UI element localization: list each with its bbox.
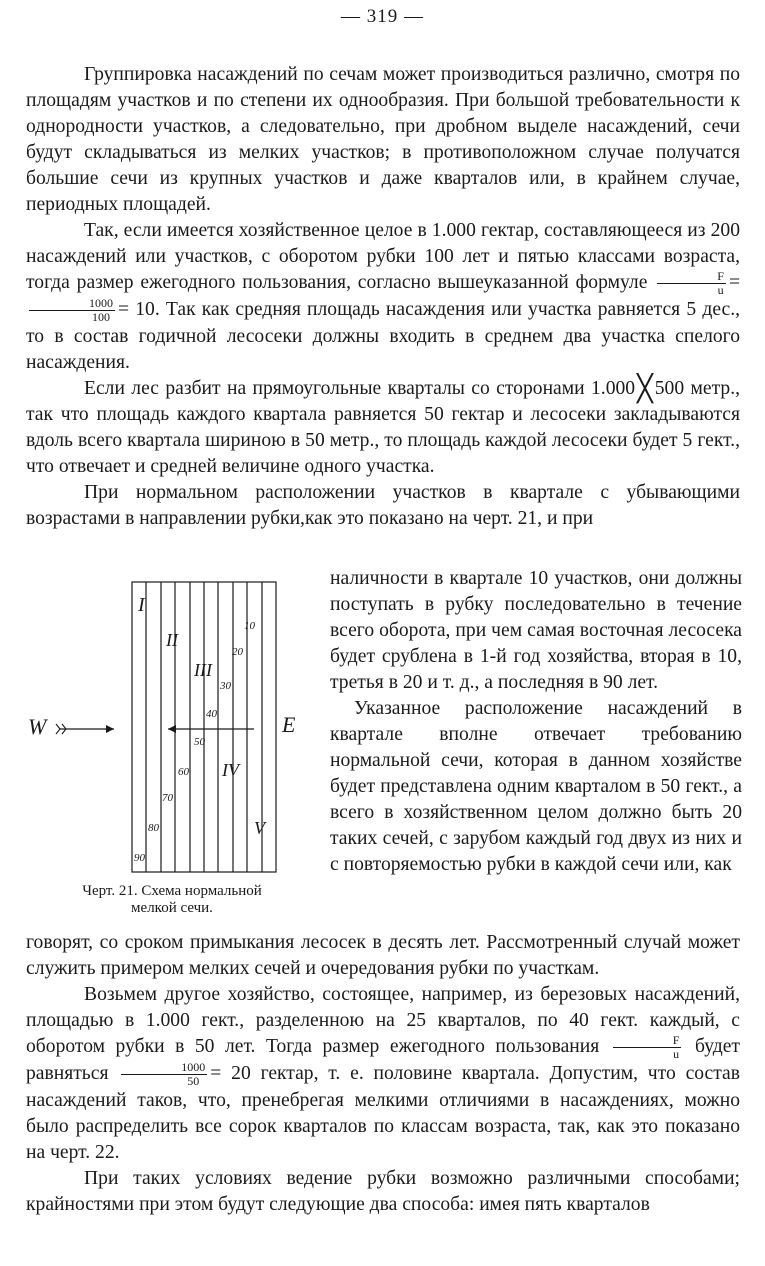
roman-I: I: [138, 594, 145, 616]
paragraph-1: Группировка насаждений по сечам может производиться различно, смотря по площадям участков и по степени их однообразия. При большой требовательности к однородности участков, а следовательно, при дробном выделе насаждений, сечи будут складываться из мелких участков; в противоположном случае получатся большие сечи из крупных участков и даже кварталов или, в крайнем случае, периодных площадей.: [26, 64, 740, 215]
roman-IV: IV: [222, 760, 239, 780]
figure-caption-line-2: мелкой сечи.: [131, 900, 213, 916]
paragraph-2-text-a: Так, если имеется хозяйственное целое в 1.000 гектар, составляющееся из 200 насаждений или участков, с оборотом рубки 100 лет и пятью классами возраста, тогда размер ежегодного пользования, согласно вышеуказанной формуле: [26, 220, 740, 293]
age-60: 60: [178, 766, 189, 778]
paragraph-2: [26, 218, 740, 376]
age-40: 40: [206, 708, 217, 720]
fraction-f-u: $\frac{F}{u}$: [657, 270, 726, 297]
figure-caption: [22, 883, 322, 917]
paragraph-3: [26, 376, 740, 480]
east-label: E: [282, 712, 296, 737]
equals-result: = 10.: [118, 299, 160, 320]
figure-caption-line-1: Черт. 21. Схема нормальной: [82, 883, 262, 899]
side-paragraph-2: Указанное расположение насаждений в квартале вполне отвечает требованию нормальной сечи, которая в данном хозяйстве будет представлена одним кварталом в 50 гект., а всего в хозяйственном целом должно быть 20 таких сечей, с зарубом каждый год двух из них и с повторяемостью рубки в каждой сечи или, как: [330, 698, 742, 875]
page-number: — 319 —: [341, 6, 424, 27]
roman-V: V: [254, 818, 265, 838]
age-70: 70: [162, 792, 173, 804]
paragraph-5: [26, 982, 740, 1166]
paragraph-5-text-d: Допустим, что состав насаждений таков, что, пренебрегая мелкими отличиями в насаждениях, можно было распределить все сорок кварталов по классам возраста, так, как это показано на черт. 22.: [26, 1063, 741, 1163]
age-10: 10: [244, 620, 255, 632]
fraction-1000-100: $\frac{1000}{100}$: [29, 297, 115, 324]
paragraph-4-end: говорят, со сроком примыкания лесосек в десять лет. Рассмотренный случай может служить примером мелких сечей и очередования рубки по участкам.: [26, 932, 740, 979]
side-text-block: [330, 566, 742, 878]
fraction-1000-50: $\frac{1000}{50}$: [121, 1061, 207, 1088]
cross-symbol: ╳: [637, 374, 653, 403]
paragraph-5-text-c: = 20 гектар, т. е. половине квартала.: [210, 1063, 540, 1084]
west-label: W: [28, 714, 47, 739]
figure-21-diagram: [22, 578, 314, 878]
roman-II: II: [166, 630, 178, 650]
age-50: 50: [194, 736, 205, 748]
age-90: 90: [134, 852, 145, 864]
equals-sign: =: [728, 272, 740, 293]
age-20: 20: [232, 646, 243, 658]
figure-21-svg: [22, 578, 314, 878]
age-30: 30: [220, 680, 231, 692]
paragraph-5-text-b: будет равняться: [26, 1036, 740, 1084]
main-text-top: [26, 62, 740, 532]
paragraph-6: При таких условиях ведение рубки возможно различными способами; крайностями при этом будут следующие два способа: имея пять кварталов: [26, 1168, 740, 1215]
paragraph-4-start: При нормальном расположении участков в квартале с убывающими возрастами в направлении рубки,как это показано на черт. 21, и при: [26, 482, 740, 529]
roman-III: III: [194, 660, 212, 680]
fraction-f-u-2: $\frac{F}{u}$: [613, 1034, 682, 1061]
paragraph-3-text-a: Если лес разбит на прямоугольные кварталы со сторонами 1.000: [84, 378, 636, 399]
paragraph-5-text-a: Возьмем другое хозяйство, состоящее, например, из березовых насаждений, площадью в 1.000 гект., разделенною на 25 кварталов, по 40 гект. каждый, с оборотом рубки в 50 лет. Тогда размер ежегодного пользования: [26, 984, 740, 1057]
main-text-bottom: [26, 930, 740, 1218]
side-paragraph-1: наличности в квартале 10 участков, они должны поступать в рубку последовательно в течение всего оборота, при чем самая восточная лесосека будет срублена в 1-й год хозяйства, вторая в 10, третья в 20 и т. д., а последняя в 90 лет.: [330, 568, 742, 693]
age-80: 80: [148, 822, 159, 834]
paragraph-2-text-b: Так как средняя площадь насаждения или участка равняется 5 дес., то в состав годичной лесосеки должны входить в среднем два участка спелого насаждения.: [26, 299, 740, 373]
paragraph-3-text-b: 500 метр., так что площадь каждого квартала равняется 50 гектар и лесосеки закладываются вдоль всего квартала шириною в 50 метр., то площадь каждой лесосеки будет 5 гект., что отвечает и средней величине одного участка.: [26, 378, 741, 477]
